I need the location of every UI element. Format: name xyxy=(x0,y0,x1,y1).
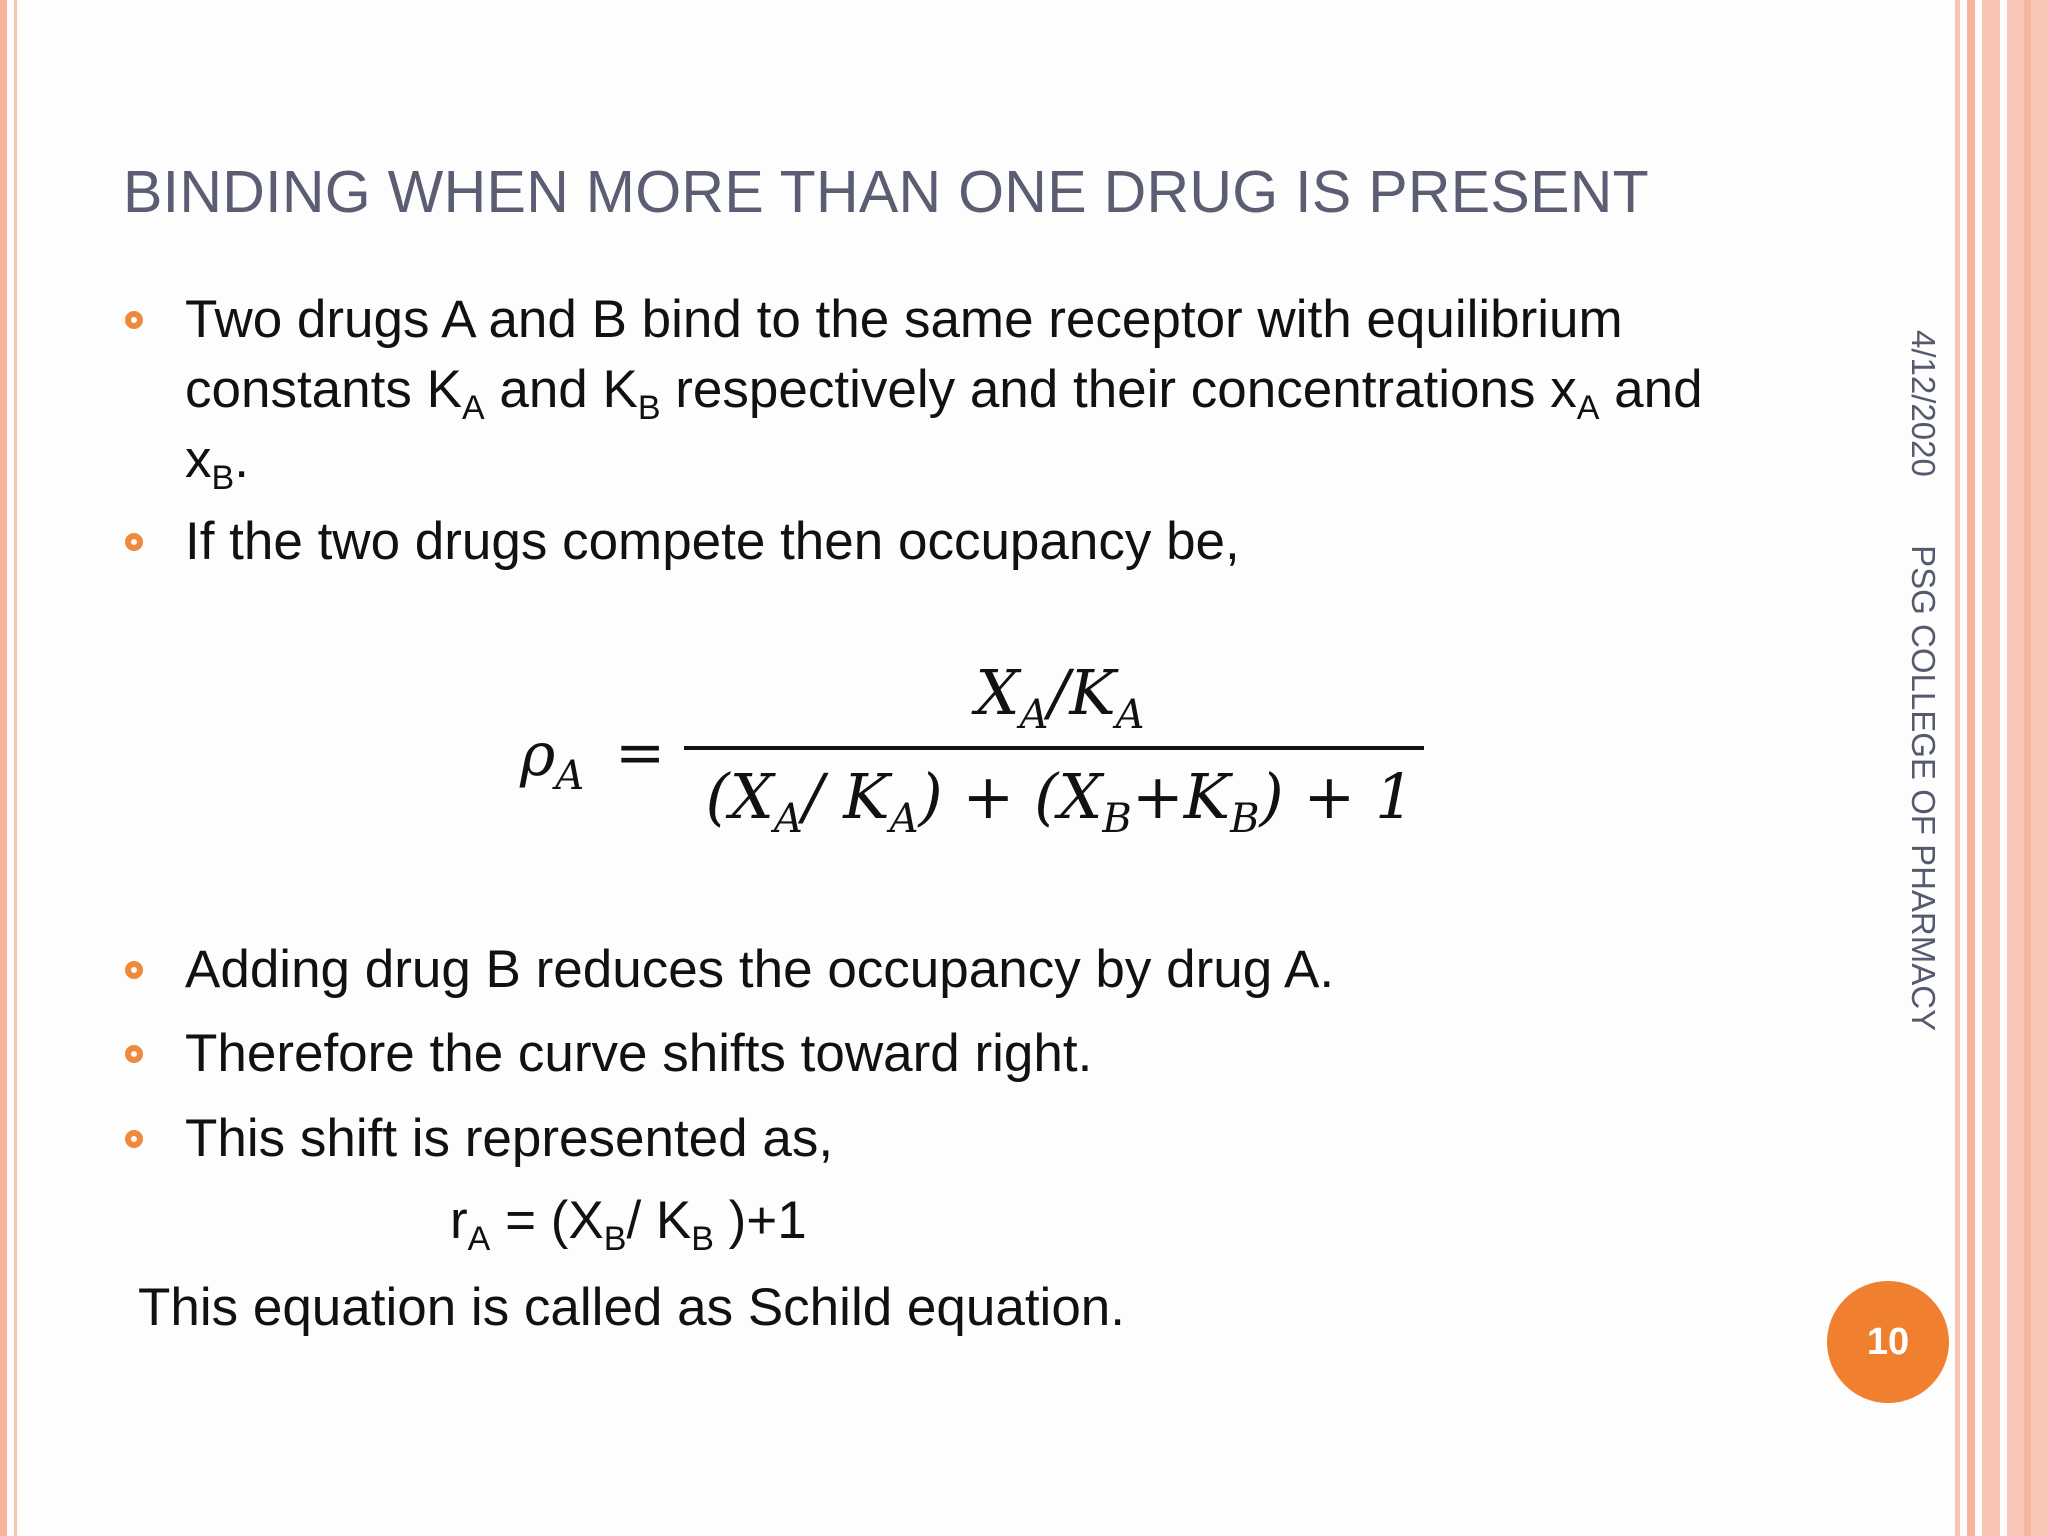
bullet-text: If the two drugs compete then occupancy be, xyxy=(185,512,1240,571)
text-run: constants K xyxy=(185,360,462,419)
bullet-text: Adding drug B reduces the occupancy by drug A. xyxy=(185,940,1335,999)
formula-numerator xyxy=(680,656,1440,738)
subscript: A xyxy=(461,389,485,427)
text-run: +K xyxy=(1131,760,1231,833)
formula-lhs xyxy=(520,720,585,799)
text-run: X xyxy=(975,656,1020,729)
right-border-stripe xyxy=(1982,0,2000,1536)
bullet-line: Two drugs A and B bind to the same receptor with equilibrium xyxy=(185,290,1623,349)
text-run: r xyxy=(450,1191,468,1250)
subscript: A xyxy=(1576,389,1600,427)
subscript: A xyxy=(1019,692,1049,738)
bullet-icon xyxy=(125,961,143,979)
occupancy-formula xyxy=(520,650,1440,850)
subscript: B xyxy=(211,459,235,497)
subscript: A xyxy=(467,1220,491,1258)
text-run: . xyxy=(234,430,249,489)
subscript: A xyxy=(889,796,919,842)
left-border-inner xyxy=(14,0,17,1536)
bullet-text xyxy=(185,355,1703,425)
text-run: and xyxy=(1599,360,1703,419)
rho-symbol: ρ xyxy=(520,720,556,790)
bullet-text: Therefore the curve shifts toward right. xyxy=(185,1024,1093,1083)
right-border-stripe xyxy=(2024,0,2031,1536)
text-run: )+1 xyxy=(713,1191,807,1250)
subscript: B xyxy=(603,1220,627,1258)
bullet-icon xyxy=(125,1130,143,1148)
bullet-icon xyxy=(125,311,143,329)
bullet-icon xyxy=(125,533,143,551)
text-run: / K xyxy=(802,760,890,833)
slide-title: BINDING WHEN MORE THAN ONE DRUG IS PRESENT xyxy=(123,159,1649,225)
subscript: A xyxy=(773,796,803,842)
schild-equation xyxy=(450,1190,807,1258)
bullet-icon xyxy=(125,1045,143,1063)
left-border xyxy=(0,0,7,1536)
institution-name: PSG COLLEGE OF PHARMACY xyxy=(1905,545,1942,1032)
formula-denominator xyxy=(680,760,1440,842)
subscript: B xyxy=(1230,796,1260,842)
subscript: A xyxy=(555,753,585,799)
text-run: respectively and their concentrations x xyxy=(660,360,1577,419)
text-run: / K xyxy=(626,1191,692,1250)
text-run: and K xyxy=(484,360,638,419)
bullet-text: This shift is represented as, xyxy=(185,1109,834,1168)
text-run: ) + (X xyxy=(918,760,1103,833)
subscript: B xyxy=(637,389,661,427)
fraction-bar xyxy=(684,746,1424,750)
conclusion-text: This equation is called as Schild equation. xyxy=(138,1278,1125,1337)
subscript: B xyxy=(1102,796,1132,842)
right-border-stripe xyxy=(1967,0,1975,1536)
text-run: /K xyxy=(1048,656,1116,729)
bullet-text xyxy=(185,425,249,495)
slide-date: 4/12/2020 xyxy=(1905,330,1942,477)
text-run: ) + 1 xyxy=(1259,760,1415,833)
page-number-badge: 10 xyxy=(1827,1281,1949,1403)
subscript: A xyxy=(1115,692,1145,738)
right-border-stripe xyxy=(1955,0,1960,1536)
text-run: x xyxy=(185,430,212,489)
equals-sign: = xyxy=(615,718,666,788)
text-run: (X xyxy=(705,760,774,833)
bullet-text xyxy=(185,285,1623,355)
subscript: B xyxy=(691,1220,714,1258)
text-run: = (X xyxy=(490,1191,604,1250)
vertical-footer xyxy=(1904,330,1942,1031)
